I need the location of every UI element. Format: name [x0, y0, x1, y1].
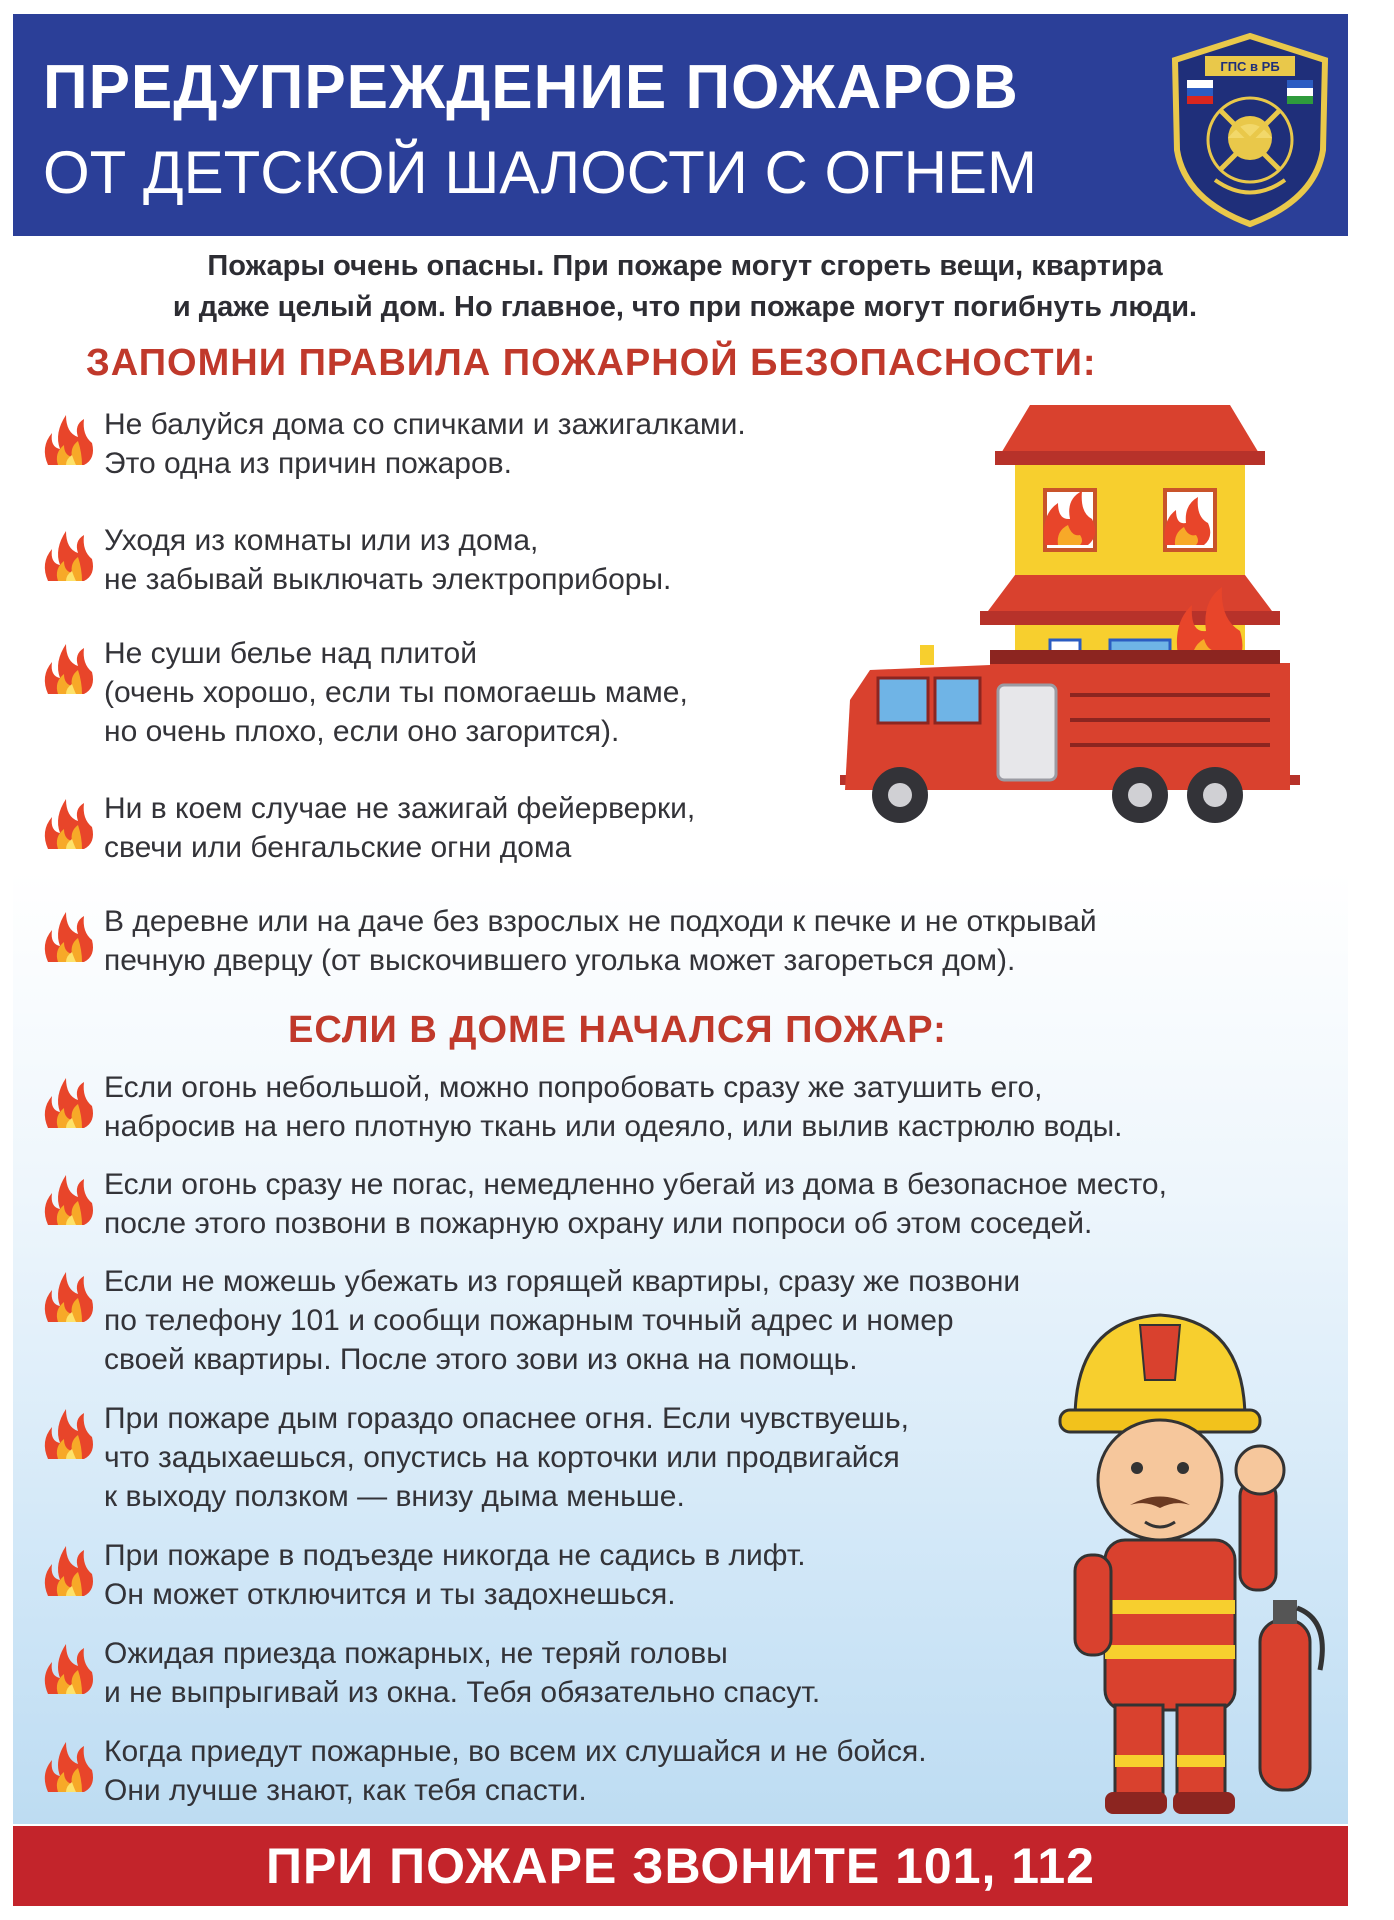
emblem-top-text: ГПС в РБ	[1220, 59, 1280, 74]
flame-icon	[40, 1167, 96, 1229]
flame-icon	[40, 636, 96, 698]
fire-text: Когда приедут пожарные, во всем их слушайся и не бойся. Они лучше знают, как тебя спасти.	[104, 1735, 927, 1807]
emergency-numbers-banner: ПРИ ПОЖАРЕ ЗВОНИТЕ 101, 112	[13, 1826, 1348, 1906]
fire-text: Ожидая приезда пожарных, не теряй головы и не выпрыгивай из окна. Тебя обязательно спасут.	[104, 1637, 821, 1709]
flame-icon	[40, 1734, 96, 1796]
flame-icon	[40, 1264, 96, 1326]
rule-item	[40, 902, 1097, 980]
flame-icon	[40, 791, 96, 853]
fire-item	[40, 1068, 1122, 1146]
fire-item	[40, 1165, 1167, 1243]
rule-text: В деревне или на даче без взрослых не подходи к печке и не открывай печную дверцу (от выскочившего уголька может загореться дом).	[104, 905, 1097, 977]
fire-item	[40, 1732, 927, 1810]
firefighter-illustration	[1045, 1300, 1335, 1820]
intro-text	[0, 246, 1370, 328]
page-title: ПРЕДУПРЕЖДЕНИЕ ПОЖАРОВ	[43, 53, 1019, 122]
fire-text: При пожаре в подъезде никогда не садись в лифт. Он может отключится и ты задохнешься.	[104, 1539, 806, 1611]
rule-item	[40, 405, 746, 483]
rule-item	[40, 521, 671, 599]
flame-icon	[40, 1538, 96, 1600]
rule-text: Не суши белье над плитой (очень хорошо, если ты помогаешь маме, но очень плохо, если оно загорится).	[104, 637, 688, 748]
rule-text: Уходя из комнаты или из дома, не забывай выключать электроприборы.	[104, 524, 672, 596]
fire-item	[40, 1634, 820, 1712]
flame-icon	[40, 904, 96, 966]
fire-text: Если огонь небольшой, можно попробовать сразу же затушить его, набросив на него плотную ткань или одеяло, или вылив кастрюлю воды.	[104, 1071, 1123, 1143]
fire-text: При пожаре дым гораздо опаснее огня. Если чувствуешь, что задыхаешься, опустись на корточки или продвигайся к выходу ползком — внизу дыма меньше.	[104, 1402, 909, 1513]
header-banner	[13, 14, 1348, 236]
fire-text: Если огонь сразу не погас, немедленно убегай из дома в безопасное место, после этого позвони в пожарную охрану или попроси об этом соседей.	[104, 1168, 1167, 1240]
flame-icon	[40, 1401, 96, 1463]
flame-icon	[40, 1636, 96, 1698]
rules-section-title: ЗАПОМНИ ПРАВИЛА ПОЖАРНОЙ БЕЗОПАСНОСТИ:	[86, 342, 1097, 384]
intro-line-2: и даже целый дом. Но главное, что при пожаре могут погибнуть люди.	[172, 291, 1198, 323]
fire-item	[40, 1262, 1020, 1379]
intro-line-1: Пожары очень опасны. При пожаре могут сгореть вещи, квартира	[207, 250, 1163, 282]
flame-icon	[40, 407, 96, 469]
page-subtitle: ОТ ДЕТСКОЙ ШАЛОСТИ С ОГНЕМ	[43, 139, 1038, 206]
fire-section-title: ЕСЛИ В ДОМЕ НАЧАЛСЯ ПОЖАР:	[288, 1009, 947, 1051]
rule-item	[40, 789, 695, 867]
rule-text: Ни в коем случае не зажигай фейерверки, свечи или бенгальские огни дома	[104, 792, 696, 864]
rule-item	[40, 634, 688, 751]
rule-text: Не балуйся дома со спичками и зажигалками. Это одна из причин пожаров.	[104, 408, 746, 480]
flame-icon	[40, 1070, 96, 1132]
fire-item	[40, 1536, 806, 1614]
fire-text: Если не можешь убежать из горящей квартиры, сразу же позвони по телефону 101 и сообщи пожарным точный адрес и номер своей квартиры. После этого зови из окна на помощь.	[104, 1265, 1021, 1376]
fire-item	[40, 1399, 909, 1516]
fire-service-emblem-icon	[1165, 30, 1335, 230]
flame-icon	[40, 523, 96, 585]
burning-house-fire-truck-illustration	[830, 395, 1310, 875]
